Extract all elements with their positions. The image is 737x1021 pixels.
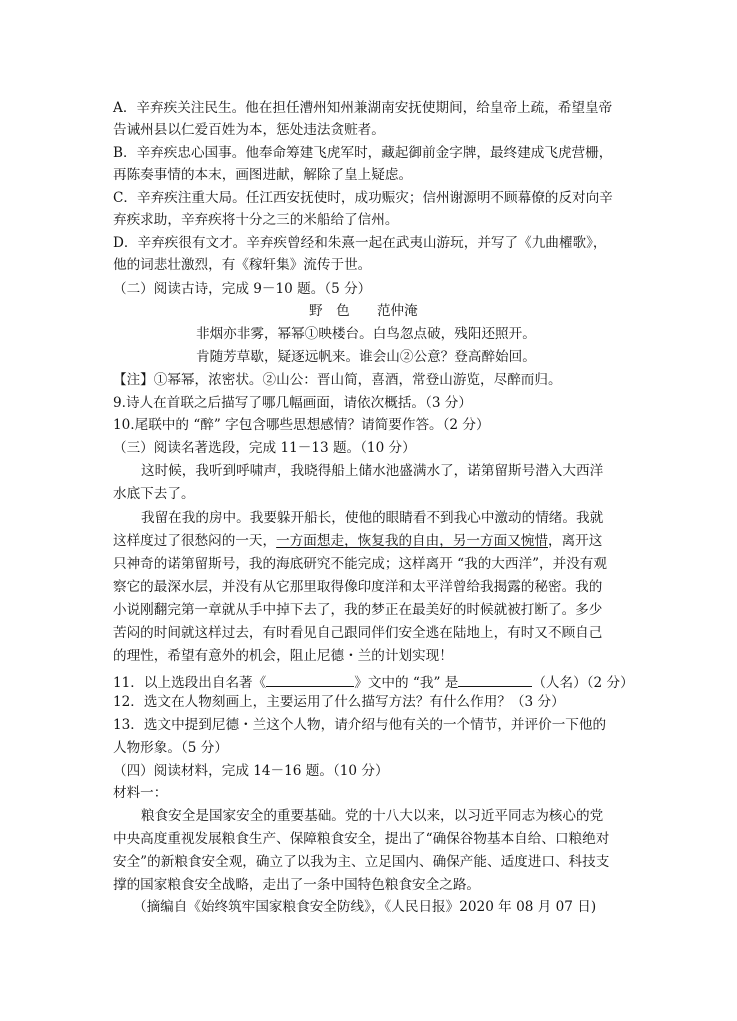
option-d-line2: 他的词悲壮激烈，有《稼轩集》流传于世。 [113,257,372,273]
material-line3: 安全”的新粮食安全观，确立了以我为主、立足国内、确保产能、适度进口、科技支 [113,854,610,870]
question-11-text-b: 》文中的 “我” 是 [354,675,459,691]
question-13-line2: 人物形象。（5 分） [113,740,228,756]
excerpt-p2-line5: 小说刚翻完第一章就从手中掉下去了，我的梦正在最美好的时候就被打断了。多少 [113,602,603,618]
section2-heading: （二）阅读古诗，完成 9－10 题。（5 分） [113,281,372,297]
material-label: 材料一： [113,785,168,801]
section3-heading: （三）阅读名著选段，完成 11－13 题。（10 分） [113,440,416,456]
option-a-line1: A．辛弃疾关注民生。他在担任漕州知州兼湖南安抚使期间，给皇帝上疏，希望皇帝 [113,100,613,116]
option-c-line2: 弃疾求助，辛弃疾将十分之三的米船给了信州。 [113,212,399,228]
material-line2: 中央高度重视发展粮食生产、保障粮食安全，提出了“确保谷物基本自给、口粮绝对 [113,831,610,847]
book-title-blank[interactable] [266,673,354,687]
question-11 [113,673,634,691]
material-line1: 粮食安全是国家安全的重要基础。党的十八大以来，以习近平同志为核心的党 [141,808,604,824]
option-b-line2: 再陈奏事情的本末，画图进献，解除了皇上疑虑。 [113,167,413,183]
option-a-line2: 告诫州县以仁爱百姓为本，惩处违法贪赃者。 [113,122,385,138]
option-c-line1: C．辛弃疾注重大局。任江西安抚使时，成功赈灾；信州谢源明不顾幕僚的反对向辛 [113,190,613,206]
poem-line-2: 肯随芳草歇，疑逐远帆来。谁会山②公意？登高醉始回。 [196,349,536,365]
person-name-blank[interactable] [458,673,532,687]
poem-title: 野 色 范仲淹 [309,303,418,319]
excerpt-p2-line1: 我留在我的房中。我要躲开船长，使他的眼睛看不到我心中激动的情绪。我就 [141,510,604,526]
excerpt-p2-line3: 只神奇的诺第留斯号，我的海底研究不能完成；这样离开 “我的大西洋”，并没有观 [113,556,607,572]
underlined-sentence: 一方面想走，恢复我的自由，另一方面又惋惜 [276,533,548,549]
excerpt-p1-line2: 水底下去了。 [113,486,195,502]
question-12: 12．选文在人物刻画上，主要运用了什么描写方法？有什么作用？（3 分） [113,694,565,710]
excerpt-text: 这样度过了很愁闷的一天， [113,533,277,549]
question-10: 10.尾联中的 “醉” 字包含哪些思想感情？请简要作答。（2 分） [113,417,490,433]
question-9: 9.诗人在首联之后描写了哪几幅画面，请依次概括。（3 分） [113,395,472,411]
material-line4: 撑的国家粮食安全战略，走出了一条中国特色粮食安全之路。 [113,877,481,893]
question-11-text-a: 11．以上选段出自名著《 [113,675,267,691]
excerpt-p2-line6: 苦闷的时间就这样过去，有时看见自己跟同伴们安全逃在陆地上，有时又不顾自己 [113,625,603,641]
excerpt-text: ，离开这 [548,533,603,549]
excerpt-p2-line7: 的理性，希望有意外的机会，阻止尼德・兰的计划实现！ [113,648,453,664]
option-b-line1: B．辛弃疾忠心国事。他奉命筹建飞虎军时，藏起御前金字牌，最终建成飞虎营栅， [113,145,613,161]
material-source: （摘编自《始终筑牢国家粮食安全防线》，《人民日报》2020 年 08 月 07 日) [133,899,597,915]
question-11-text-c: （人名）（2 分） [532,675,634,691]
excerpt-p2-line2 [113,535,602,549]
poem-note: 【注】①幂幂，浓密状。②山公：晋山简，喜酒，常登山游览，尽醉而归。 [113,372,562,388]
question-13-line1: 13．选文中提到尼德・兰这个人物，请介绍与他有关的一个情节，并评价一下他的 [113,717,607,733]
section4-heading: （四）阅读材料，完成 14－16 题。（10 分） [113,763,389,779]
option-d-line1: D．辛弃疾很有文才。辛弃疾曾经和朱熹一起在武夷山游玩，并写了《九曲櫂歌》， [113,235,607,251]
poem-line-1: 非烟亦非雾，幂幂①映楼台。白鸟忽点破，残阳还照开。 [196,326,536,342]
excerpt-p2-line4: 察它的最深水层，并没有从它那里取得像印度洋和太平洋曾给我揭露的秘密。我的 [113,579,603,595]
excerpt-p1-line1: 这时候，我听到呼啸声，我晓得船上储水池盛满水了，诺第留斯号潜入大西洋 [141,463,604,479]
